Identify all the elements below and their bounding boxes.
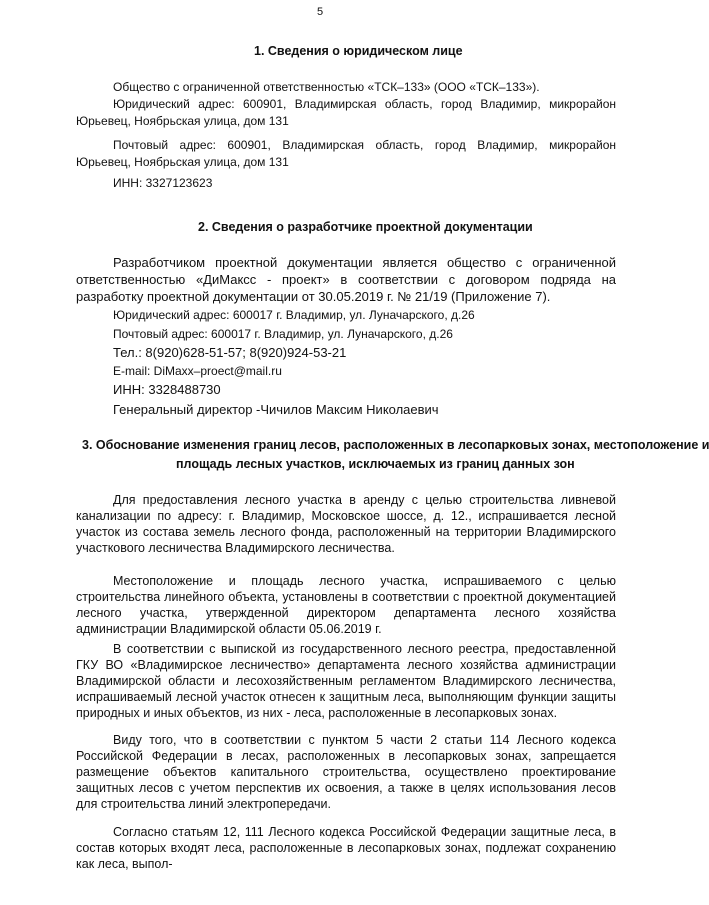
section-2-email: E-mail: DiMaxx–proect@mail.ru: [113, 364, 282, 378]
section-1-title: 1. Сведения о юридическом лице: [254, 44, 463, 58]
section-3-title-line-2: площадь лесных участков, исключаемых из границ данных зон: [176, 457, 575, 471]
section-3-title-line-1: 3. Обоснование изменения границ лесов, расположенных в лесопарковых зонах, местоположение и: [82, 438, 709, 452]
page-number: 5: [316, 6, 324, 18]
section-2-inn: ИНН: 3328488730: [113, 382, 221, 397]
section-1-postal-address: Почтовый адрес: 600901, Владимирская область, город Владимир, микрорайон Юрьевец, Ноябрьская улица, дом 131: [76, 138, 616, 169]
section-3-paragraph-5: Согласно статьям 12, 111 Лесного кодекса Российской Федерации защитные леса, в состав которых входят леса, расположенные в лесопарковых зонах, подлежат сохранению как леса, выпол-: [76, 825, 616, 871]
section-2-phone: Тел.: 8(920)628-51-57; 8(920)924-53-21: [113, 345, 347, 360]
section-2-intro: Разработчиком проектной документации является общество с ограниченной ответственностью «ДиМаксс - проект» в соответствии с договором подряда на разработку проектной документации от 30.05.2019 г. № 21/19 (Приложение 7).: [76, 255, 616, 304]
section-1-legal-address: Юридический адрес: 600901, Владимирская область, город Владимир, микрорайон Юрьевец, Ноябрьская улица, дом 131: [76, 97, 616, 128]
section-3-paragraph-3: В соответствии с выпиской из государственного лесного реестра, предоставленной ГКУ ВО «Владимирское лесничество» департамента лесного хозяйства администрации Владимирской области и лесохозяйственным регламентом Владимирского лесничества, испрашиваемый лесной участок отнесен к защитным леса, выполняющим функции защиты природных и иных объектов, из них - леса, расположенные в лесопарковых зонах.: [76, 642, 616, 720]
section-2-title: 2. Сведения о разработчике проектной документации: [198, 220, 533, 234]
section-3-paragraph-4: Виду того, что в соответствии с пунктом 5 части 2 статьи 114 Лесного кодекса Российской Федерации в лесах, расположенных в лесопарковых зонах, запрещается размещение объектов капитального строительства, осуществлено проектирование защитных лесов с учетом перспектив их освоения, а также в целях использования лесов для строительства линий электропередачи.: [76, 733, 616, 811]
section-2-director: Генеральный директор -Чичилов Максим Николаевич: [113, 402, 439, 417]
section-1-org: Общество с ограниченной ответственностью «ТСК–133» (ООО «ТСК–133»).: [113, 80, 540, 94]
section-2-legal-address: Юридический адрес: 600017 г. Владимир, ул. Луначарского, д.26: [113, 308, 475, 322]
section-3-paragraph-1: Для предоставления лесного участка в аренду с целью строительства ливневой канализации по адресу: г. Владимир, Московское шоссе, д. 12., испрашивается лесной участок из состава земель лесного фонда, расположенный на территории Владимирского участкового лесничества Владимирского лесничества.: [76, 493, 616, 555]
section-2-postal-address: Почтовый адрес: 600017 г. Владимир, ул. Луначарского, д.26: [113, 327, 453, 341]
section-1-inn: ИНН: 3327123623: [113, 176, 213, 190]
section-3-paragraph-2: Местоположение и площадь лесного участка, испрашиваемого с целью строительства линейного объекта, установлены в соответствии с проектной документацией лесного участка, утвержденной директором департамента лесного хозяйства администрации Владимирской области 05.06.2019 г.: [76, 574, 616, 636]
